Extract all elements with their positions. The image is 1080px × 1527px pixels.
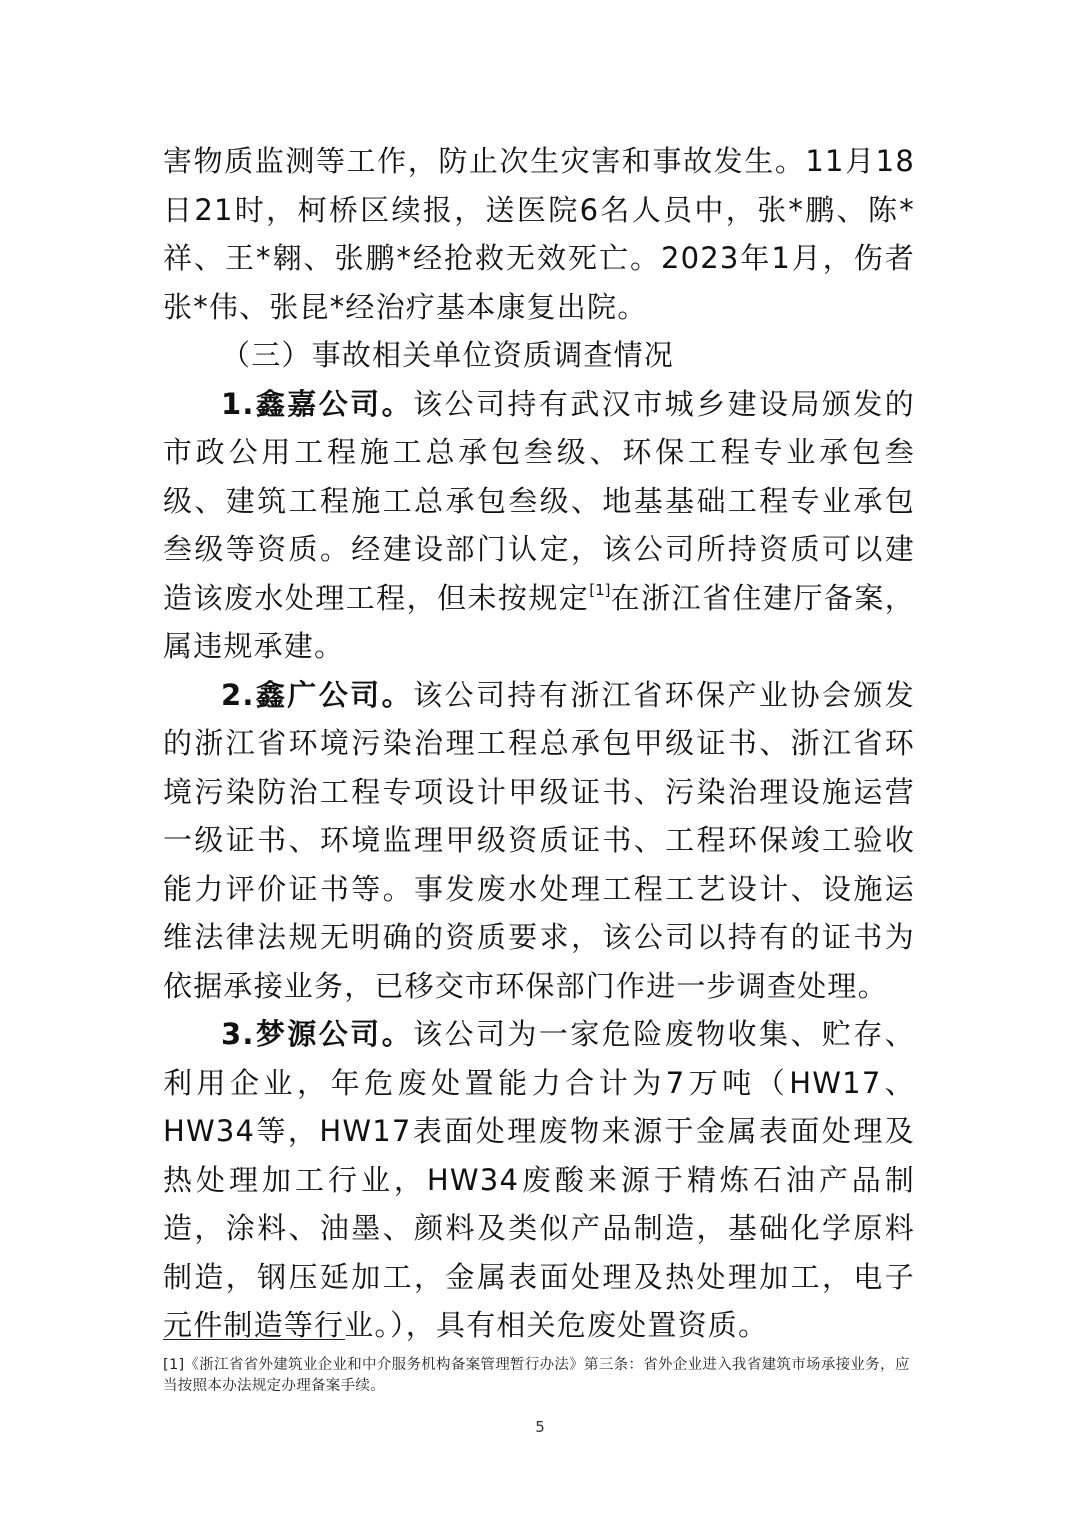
paragraph-lead: 3.梦源公司。 bbox=[221, 1017, 414, 1051]
paragraph-text: 在浙江省住建厅备案，属违规承建。 bbox=[163, 580, 915, 663]
footnote: [1]《浙江省省外建筑业企业和中介服务机构备案管理暂行办法》第三条：省外企业进入我省建筑市场承接业务，应当按照本办法规定办理备案手续。 bbox=[163, 1357, 910, 1394]
section-heading: （三）事故相关单位资质调查情况 bbox=[221, 338, 675, 372]
paragraph-continued: 害物质监测等工作，防止次生灾害和事故发生。11月18日21时，柯桥区续报，送医院6名人员中，张*鹏、陈*祥、王*翱、张鹏*经抢救无效死亡。2023年1月，伤者张*伟、张昆*经治疗基本康复出院。 bbox=[163, 144, 915, 324]
body-text bbox=[163, 137, 915, 1350]
paragraph-lead: 1.鑫嘉公司。 bbox=[221, 386, 414, 421]
paragraph-text: 该公司为一家危险废物收集、贮存、利用企业，年危废处置能力合计为7万吨（HW17、HW34等，HW17表面处理废物来源于金属表面处理及热处理加工行业，HW34废酸来源于精炼石油产品制造，涂料、油墨、颜料及类似产品制造，基础化学原料制造，钢压延加工，金属表面处理及热处理加工，电子元件制造等行业。），具有相关危废处置资质。 bbox=[163, 1017, 915, 1342]
footnote-divider bbox=[163, 1339, 345, 1340]
paragraph-lead: 2.鑫广公司。 bbox=[221, 677, 414, 712]
paragraph-text: 该公司持有浙江省环保产业协会颁发的浙江省环境污染治理工程总承包甲级证书、浙江省环境污染防治工程专项设计甲级证书、污染治理设施运营一级证书、环境监理甲级资质证书、工程环保竣工验收能力评价证书等。事发废水处理工程工艺设计、设施运维法律法规无明确的资质要求，该公司以持有的证书为依据承接业务，已移交市环保部门作进一步调查处理。 bbox=[163, 677, 915, 1003]
page-number: 5 bbox=[535, 1418, 545, 1436]
paragraph-xinjia bbox=[163, 380, 915, 671]
paragraph-text: 该公司持有武汉市城乡建设局颁发的市政公用工程施工总承包叁级、环保工程专业承包叁级、建筑工程施工总承包叁级、地基基础工程专业承包叁级等资质。经建设部门认定，该公司所持资质可以建造该废水处理工程，但未按规定 bbox=[163, 386, 915, 615]
footnote-reference[interactable]: [1] bbox=[589, 580, 611, 599]
paragraph-mengyuan bbox=[163, 1010, 915, 1350]
paragraph-xinguang bbox=[163, 671, 915, 1011]
